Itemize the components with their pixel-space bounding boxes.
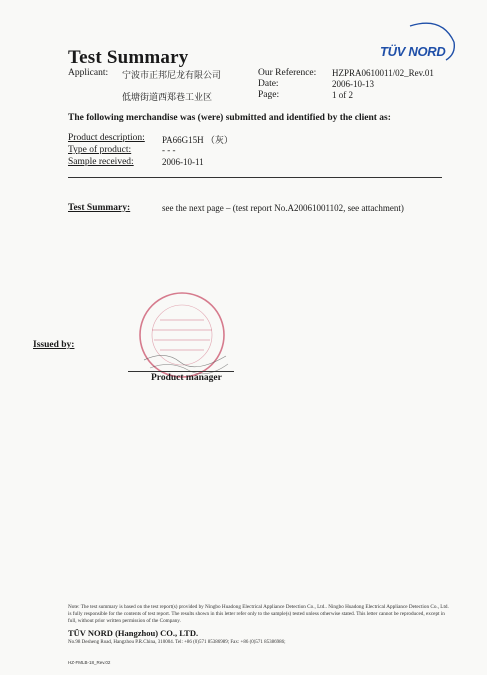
section-divider [68, 177, 442, 178]
logo-text: TÜV NORD [380, 44, 446, 59]
form-number: HZ-FMLB-18_Rev.02 [68, 660, 111, 665]
applicant-line1: 宁波市正邦尼龙有限公司 [122, 70, 222, 80]
page-title: Test Summary [68, 47, 189, 68]
footer-company: TÜV NORD (Hangzhou) CO., LTD. [68, 628, 199, 638]
sample-received-value: 2006-10-11 [162, 157, 204, 167]
issued-by-label: Issued by: [33, 340, 75, 350]
test-summary-text: see the next page – (test report No.A20061001102, see attachment) [162, 203, 404, 213]
reference-label: Our Reference: [258, 68, 317, 78]
footer-note: Note: The test summary is based on the test report(s) provided by Ningbo Huadong Electrical Appliance Detection Co., Ltd.. Ningbo Huadong Electrical Appliance Detection Co., Ltd. is fully responsible for the contents of test report. The results shown in this letter refer only to the sample(s) tested unless otherwise stated. This letter cannot be reproduced, except in full, without prior written permission of the Company. [68, 604, 449, 624]
applicant-label: Applicant: [68, 68, 109, 78]
signature-line [128, 371, 234, 372]
page-label: Page: [258, 90, 280, 100]
merchandise-heading: The following merchandise was (were) submitted and identified by the client as: [68, 113, 391, 123]
footer-address: No.98 Desheng Road, Hangzhou P.R.China, 310004. Tel: +86 (0)571 85386989; Fax: +86 (0)571 85386986; [68, 640, 286, 645]
date-label: Date: [258, 79, 279, 89]
page-value: 1 of 2 [332, 90, 353, 100]
date-value: 2006-10-13 [332, 79, 374, 89]
signer-role: Product manager [151, 373, 222, 383]
reference-value: HZPRA0610011/02_Rev.01 [332, 68, 434, 78]
test-summary-label: Test Summary: [68, 203, 131, 213]
applicant-line2: 低塘街道西郑巷工业区 [122, 92, 213, 102]
product-description-label: Product description: [68, 133, 145, 143]
sample-received-label: Sample received: [68, 157, 134, 167]
type-of-product-label: Type of product: [68, 145, 132, 155]
product-description-value: PA66G15H （灰） [162, 135, 233, 145]
type-of-product-value: - - - [162, 145, 176, 155]
tuv-nord-logo [380, 20, 460, 64]
